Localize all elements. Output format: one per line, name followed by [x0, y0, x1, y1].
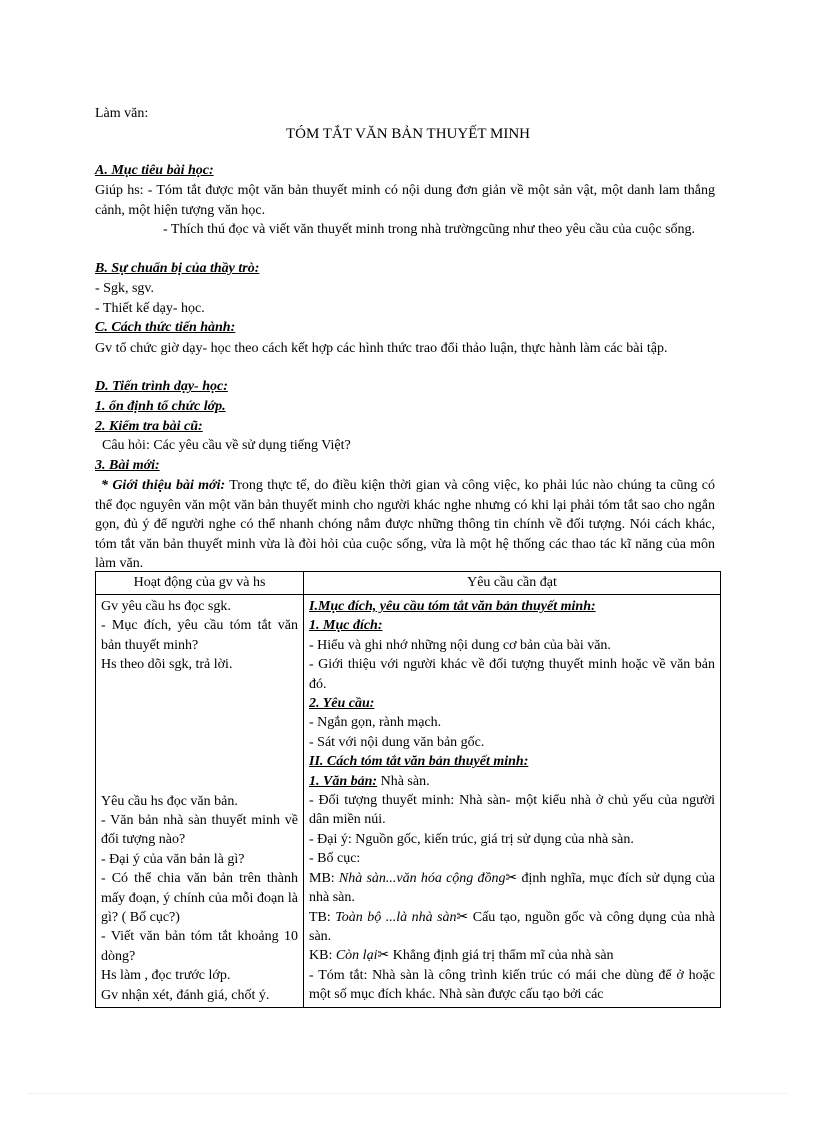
- activity-line: - Văn bản nhà sàn thuyết minh về đối tượng nào?: [101, 813, 298, 848]
- activity-line: - Viết văn bản tóm tắt khoảng 10 dòng?: [101, 929, 298, 964]
- intro-text: Trong thực tế, do điều kiện thời gian và công việc, ko phải lúc nào chúng ta cũng có thể đọc nguyên văn một văn bản thuyết minh cho người khác nghe nhưng có khi lại phải tóm tắt sao cho ngắn gọn, đủ ý để người nghe có thể nhanh chóng nắm được những thông tin chính về đối tượng. Nói cách khác, tóm tắt văn bản thuyết minh vừa là đòi hỏi của cuộc sống, vừa là một hệ thống các thao tác kĩ năng của môn làm văn.: [95, 478, 716, 571]
- outline-desc: Cấu tạo, nguồn gốc và công dụng của nhà sàn.: [309, 909, 715, 944]
- activity-line: Gv yêu cầu hs đọc sgk.: [101, 599, 231, 614]
- page-title: TÓM TẮT VĂN BẢN THUYẾT MINH: [285, 126, 531, 142]
- scissors-icon: ✂: [377, 948, 390, 964]
- requirement-item: - Sát với nội dung văn bản gốc.: [309, 734, 485, 750]
- outline-body: [309, 908, 715, 947]
- lesson-table: [95, 571, 721, 1008]
- outline-quote: Còn lại: [335, 948, 378, 964]
- requirements-cell: [304, 595, 721, 1008]
- scissors-icon: ✂: [456, 909, 469, 925]
- activity-line: - Đại ý của văn bản là gì?: [101, 851, 245, 867]
- activities-cell: [96, 595, 304, 1008]
- section-b-heading: B. Sự chuẩn bị của thầy trò:: [95, 261, 260, 276]
- spacer: [101, 675, 298, 792]
- section-a-objective-1: Giúp hs: - Tóm tắt được một văn bản thuyết minh có nội dung đơn giản về một sản vật, một danh lam thắng cảnh, một hiện tượng văn học.: [95, 183, 715, 218]
- intro-paragraph: [95, 476, 715, 574]
- activity-line: - Có thể chia văn bản trên thành mấy đoạn, ý chính của mỗi đoạn là gì? ( Bố cục?): [101, 871, 298, 926]
- outline-label: KB:: [309, 948, 336, 964]
- section-a-objective-2: - Thích thú đọc và viết văn thuyết minh trong nhà trườngcũng như theo yêu cầu của cuộc sống.: [163, 222, 696, 237]
- outline-opening: [309, 869, 715, 908]
- table-header-row: [96, 572, 721, 595]
- requirement-heading: 2. Yêu cầu:: [309, 696, 375, 712]
- purpose-heading: 1. Mục đích:: [309, 618, 383, 634]
- purpose-item: - Giới thiệu với người khác về đối tượng thuyết minh hoặc về văn bản đó.: [309, 657, 715, 692]
- section-i-heading: I.Mục đích, yêu cầu tóm tắt văn bản thuyết minh:: [309, 599, 596, 614]
- analysis-item: - Đại ý: Nguồn gốc, kiến trúc, giá trị sử dụng của nhà sàn.: [309, 831, 634, 847]
- section-d-heading: D. Tiến trình dạy- học:: [95, 379, 228, 394]
- outline-desc: Khẳng định giá trị thẩm mĩ của nhà sàn: [389, 948, 614, 964]
- outline-quote: Nhà sàn...văn hóa cộng đồng: [338, 870, 506, 886]
- outline-closing: [309, 946, 715, 965]
- review-question: Câu hỏi: Các yêu cầu về sử dụng tiếng Việt?: [95, 438, 351, 453]
- summary-text: - Tóm tắt: Nhà sàn là công trình kiến trúc có mái che dùng để ở hoặc một số mục đích khác. Nhà sàn được cấu tạo bởi các: [309, 967, 715, 1003]
- requirement-item: - Ngắn gọn, rành mạch.: [309, 715, 442, 731]
- section-c-heading: C. Cách thức tiến hành:: [95, 320, 236, 335]
- activity-line: Hs theo dõi sgk, trả lời.: [101, 657, 233, 673]
- section-ii-heading: II. Cách tóm tắt văn bản thuyết minh:: [309, 754, 529, 770]
- text-name: Nhà sàn.: [377, 773, 430, 789]
- outline-desc: định nghĩa, mục đích sử dụng của nhà sàn.: [309, 870, 715, 906]
- intro-label: * Giới thiệu bài mới:: [101, 478, 226, 493]
- outline-quote: Toàn bộ ...là nhà sàn: [335, 909, 457, 925]
- section-b-item: - Thiết kế dạy- học.: [95, 301, 205, 316]
- col-activities-header: Hoạt động của gv và hs: [96, 572, 304, 595]
- col-requirements-header: Yêu cầu cần đạt: [304, 572, 721, 595]
- analysis-item: - Đối tượng thuyết minh: Nhà sàn- một kiểu nhà ở chủ yếu của người dân miền núi.: [309, 793, 715, 828]
- section-a-heading: A. Mục tiêu bài học:: [95, 163, 214, 178]
- step-1-heading: 1. ổn định tổ chức lớp.: [95, 399, 226, 414]
- text-line: [309, 772, 715, 791]
- table-row: [96, 595, 721, 1008]
- analysis-item: - Bố cục:: [309, 851, 361, 867]
- step-3-heading: 3. Bài mới:: [95, 458, 160, 473]
- section-b-item: - Sgk, sgv.: [95, 281, 154, 296]
- outline-label: TB:: [309, 909, 336, 925]
- activity-line: Gv nhận xét, đánh giá, chốt ý.: [101, 987, 270, 1003]
- page-bottom-divider: [28, 1093, 788, 1094]
- scissors-icon: ✂: [505, 870, 518, 886]
- purpose-item: - Hiểu và ghi nhớ những nội dung cơ bản của bài văn.: [309, 637, 611, 653]
- subject-label: Làm văn:: [95, 106, 149, 121]
- text-heading: 1. Văn bản:: [309, 773, 378, 789]
- activity-line: Hs làm , đọc trước lớp.: [101, 968, 231, 984]
- outline-label: MB:: [309, 870, 339, 886]
- activity-line: - Mục đích, yêu cầu tóm tắt văn bản thuyết minh?: [101, 618, 298, 653]
- section-c-text: Gv tổ chức giờ dạy- học theo cách kết hợp các hình thức trao đổi thảo luận, thực hành làm các bài tập.: [95, 341, 668, 356]
- step-2-heading: 2. Kiểm tra bài cũ:: [95, 419, 203, 434]
- activity-line: Yêu cầu hs đọc văn bản.: [101, 793, 238, 809]
